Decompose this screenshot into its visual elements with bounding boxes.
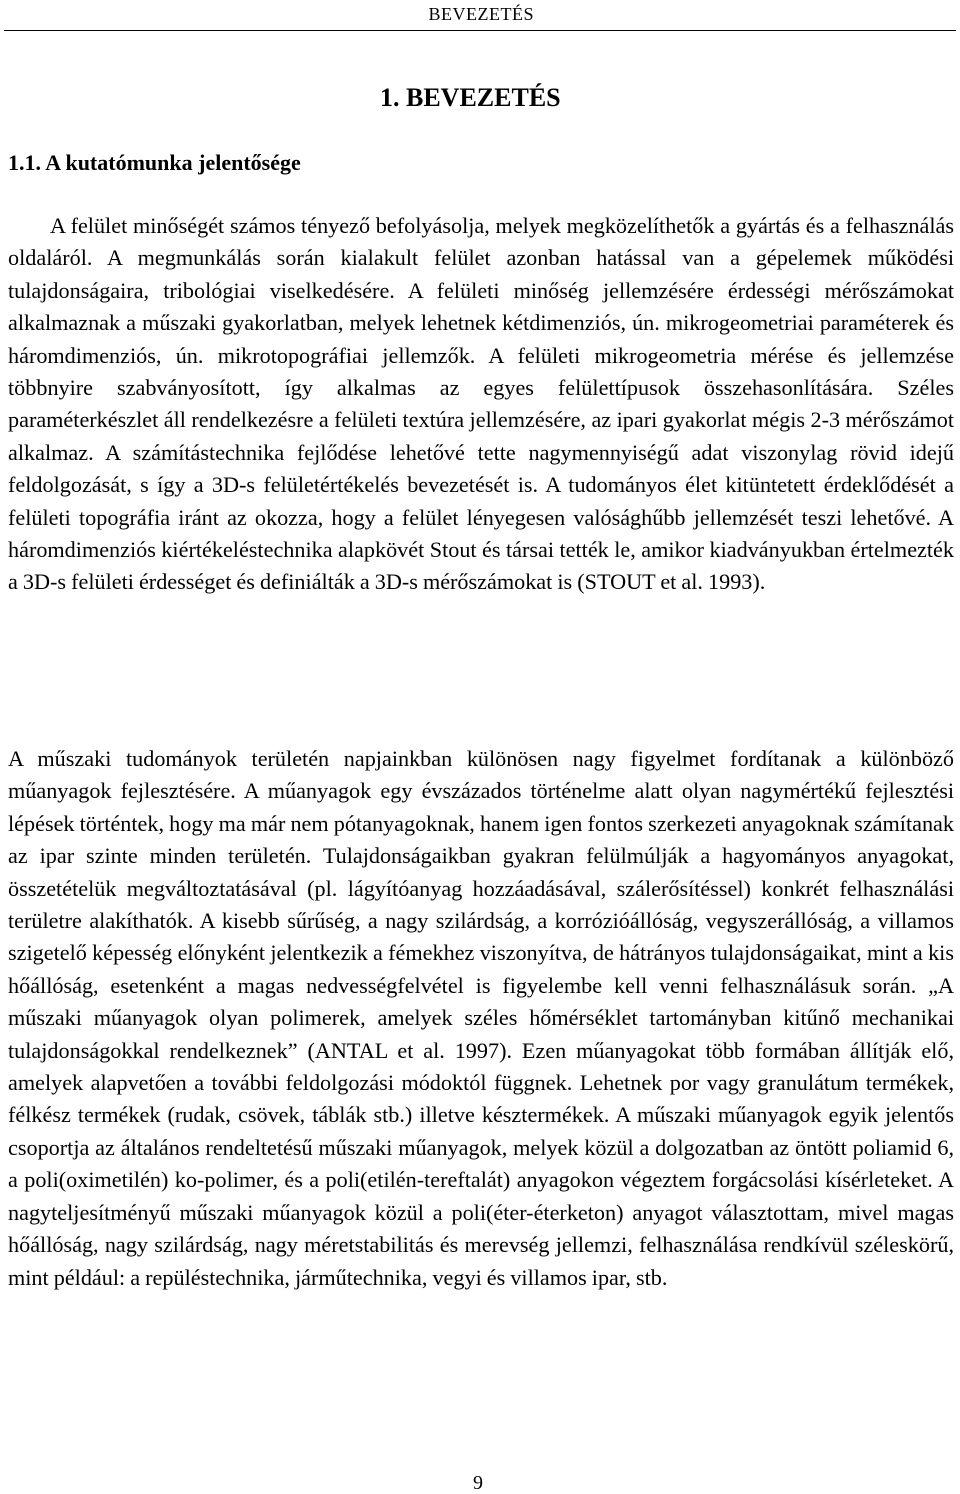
chapter-title: 1. BEVEZETÉS	[380, 83, 561, 112]
page-number: 9	[473, 1472, 483, 1494]
header-rule	[4, 30, 956, 31]
body-paragraph-2: A műszaki tudományok területén napjainkban különösen nagy figyelmet fordítanak a különböző műanyagok fejlesztésére. A műanyagok egy évszázados történelme alatt olyan nagymértékű fejlesztési lépések történtek, hogy ma már nem pótanyagoknak, hanem igen fontos szerkezeti anyagoknak számítanak az ipar szinte minden területén. Tulajdonságaikban gyakran felülmúlják a hagyományos anyagokat, összetételük megváltoztatásával (pl. lágyítóanyag hozzáadásával, szálerősítéssel) konkrét felhasználási területre alakíthatók. A kisebb sűrűség, a nagy szilárdság, a korrózióállóság, vegyszerállóság, a villamos szigetelő képesség előnyként jelentkezik a fémekhez viszonyítva, de hátrányos tulajdonságaikat, mint a kis hőállóság, esetenként a magas nedvességfelvétel is figyelembe kell venni felhasználásuk során. „A műszaki műanyagok olyan polimerek, amelyek széles hőmérséklet tartományban kitűnő mechanikai tulajdonságokkal rendelkeznek” (ANTAL et al. 1997). Ezen műanyagokat több formában állítják elő, amelyek alapvetően a további feldolgozási módoktól függnek. Lehetnek por vagy granulátum termékek, félkész termékek (rudak, csövek, táblák stb.) illetve késztermékek. A műszaki műanyagok egyik jelentős csoportja az általános rendeltetésű műszaki műanyagok, melyek közül a dolgozatban az öntött poliamid 6, a poli(oximetilén) ko-polimer, és a poli(etilén-tereftalát) anyagokon végeztem forgácsolási kísérleteket. A nagyteljesítményű műszaki műanyagok közül a poli(éter-éterketon) anyagot választottam, mivel magas hőállóság, nagy szilárdság, nagy méretstabilitás és merevség jellemzi, felhasználása rendkívül széleskörű, mint például: a repüléstechnika, járműtechnika, vegyi és villamos ipar, stb.	[8, 746, 954, 1290]
body-paragraph-1: A felület minőségét számos tényező befolyásolja, melyek megközelíthetők a gyártás és a felhasználás oldaláról. A megmunkálás során kialakult felület azonban hatással van a gépelemek működési tulajdonságaira, tribológiai viselkedésére. A felületi minőség jellemzésére érdességi mérőszámokat alkalmaznak a műszaki gyakorlatban, melyek lehetnek kétdimenziós, ún. mikrogeometriai paraméterek és háromdimenziós, ún. mikrotopográfiai jellemzők. A felületi mikrogeometria mérése és jellemzése többnyire szabványosított, így alkalmas az egyes felülettípusok összehasonlítására. Széles paraméterkészlet áll rendelkezésre a felületi textúra jellemzésére, az ipari gyakorlat mégis 2-3 mérőszámot alkalmaz. A számítástechnika fejlődése lehetővé tette nagymennyiségű adat viszonylag rövid idejű feldolgozását, s így a 3D-s felületértékelés bevezetését is. A tudományos élet kitüntetett érdeklődését a felületi topográfia iránt az okozza, hogy a felület lényegesen valósághűbb jellemzését teszi lehetővé. A háromdimenziós kiértékeléstechnika alapkövét Stout és társai tették le, amikor kiadványukban értelmezték a 3D-s felületi érdességet és definiálták a 3D-s mérőszámokat is (STOUT et al. 1993).	[8, 213, 954, 595]
running-header: BEVEZETÉS	[428, 4, 534, 24]
section-title: 1.1. A kutatómunka jelentősége	[8, 150, 301, 175]
